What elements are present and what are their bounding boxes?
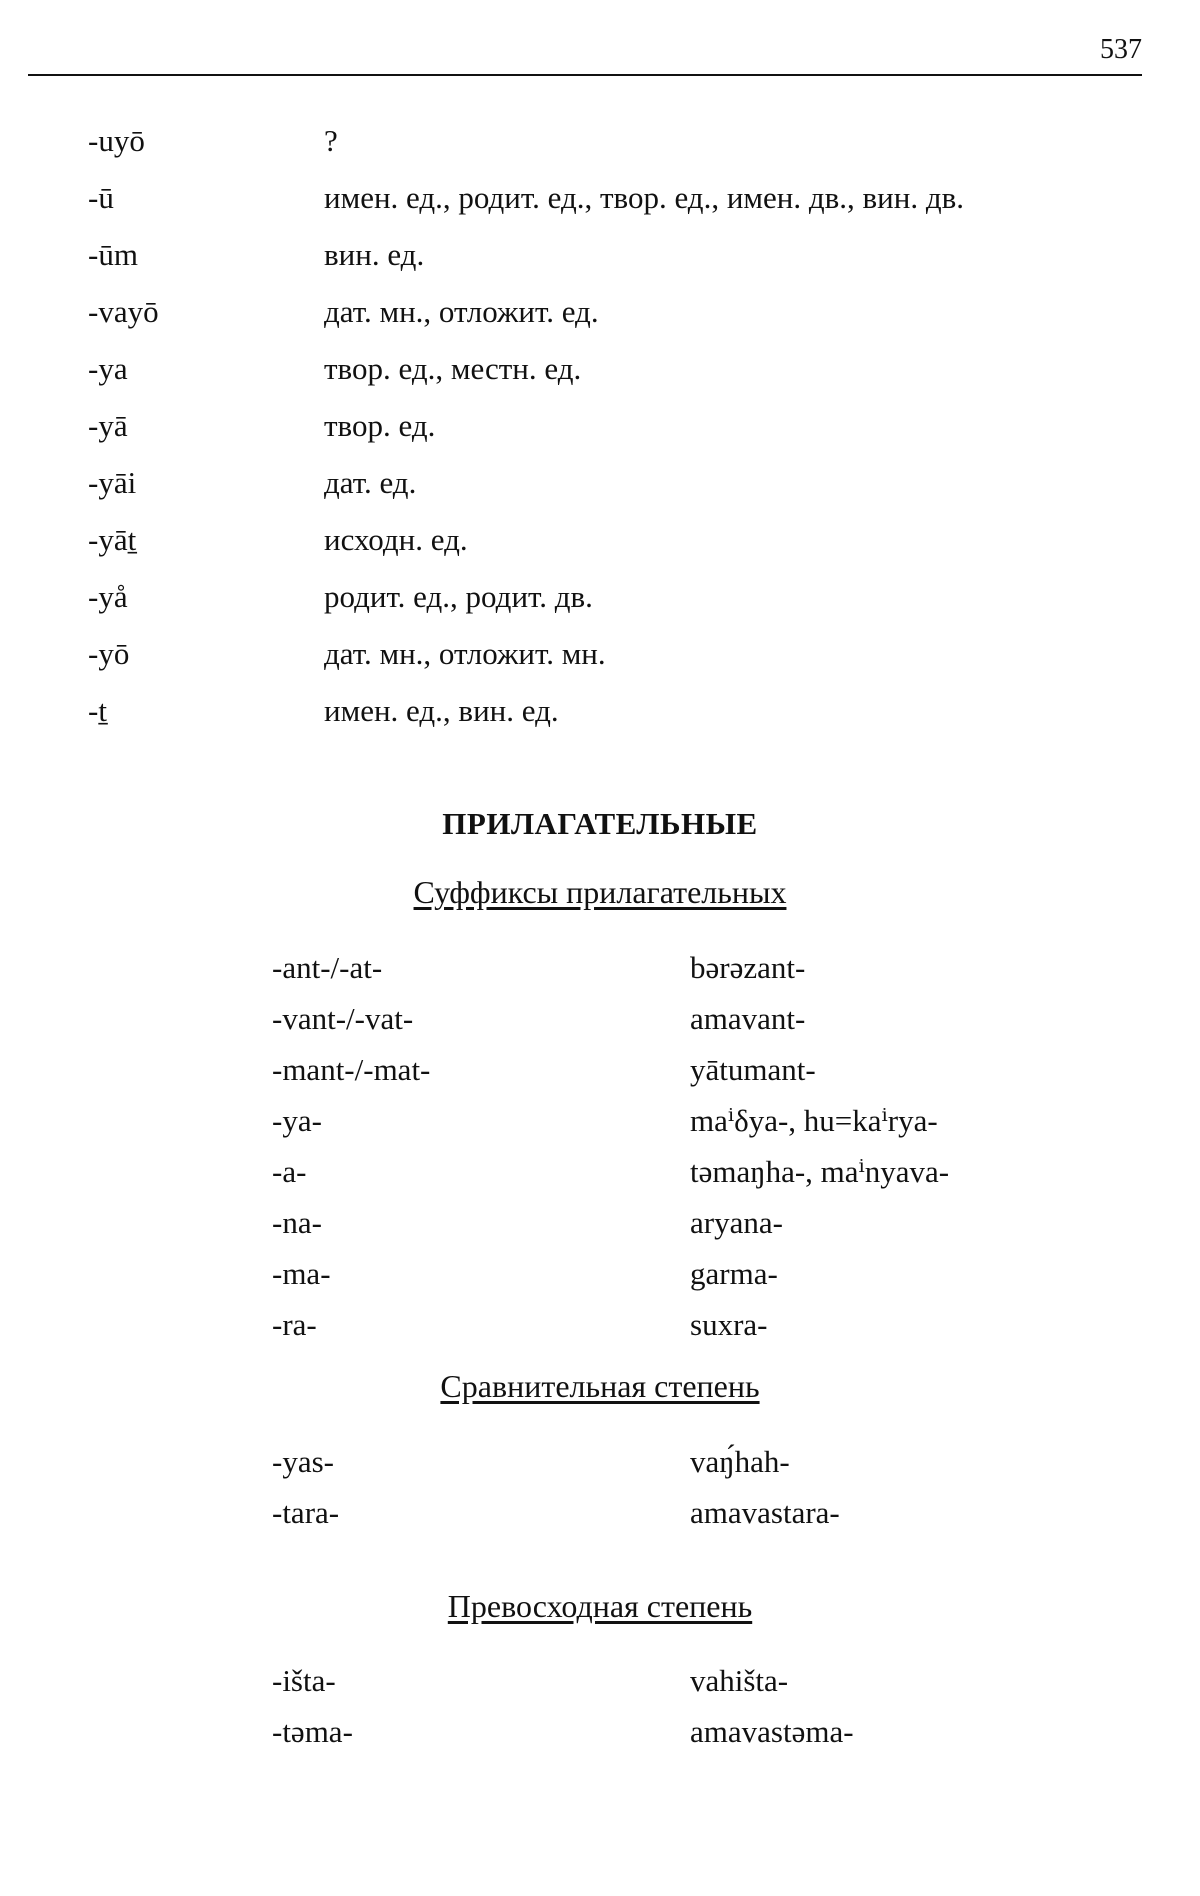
suffix-row <box>272 1299 1072 1350</box>
ending-suffix: -ṯ <box>88 692 107 728</box>
subheading-text: Сравнительная степень <box>440 1368 760 1404</box>
ending-suffix: -uyō <box>88 122 145 158</box>
suffix: -ra- <box>272 1306 317 1342</box>
ending-meaning: дат. мн., отложит. мн. <box>324 635 606 671</box>
example: bərəzant- <box>690 949 806 985</box>
adjective-suffix-list <box>272 942 1072 1350</box>
superlative-list <box>272 1655 1072 1757</box>
ending-row <box>88 112 1128 169</box>
ending-suffix: -ya <box>88 350 128 386</box>
ending-suffix: -yā <box>88 407 128 443</box>
suffix: -yas- <box>272 1443 334 1479</box>
subheading-superlative <box>0 1588 1200 1625</box>
example: maⁱδya-, hu=kaⁱrya- <box>690 1102 938 1138</box>
suffix: -təma- <box>272 1713 353 1749</box>
subheading-text: Превосходная степень <box>447 1588 753 1624</box>
example: yātumant- <box>690 1051 816 1087</box>
ending-suffix: -ū <box>88 179 114 215</box>
example: vaŋ́hah- <box>690 1443 790 1479</box>
ending-row <box>88 283 1128 340</box>
ending-meaning: твор. ед. <box>324 407 436 443</box>
suffix-row <box>272 1436 1072 1487</box>
suffix-row <box>272 1197 1072 1248</box>
ending-meaning: ? <box>324 122 338 158</box>
subheading-text: Суффиксы прилагательных <box>413 874 787 910</box>
suffix: -a- <box>272 1153 307 1189</box>
example: aryana- <box>690 1204 783 1240</box>
suffix-row <box>272 1487 1072 1538</box>
ending-row <box>88 625 1128 682</box>
suffix: -išta- <box>272 1662 336 1698</box>
ending-row <box>88 682 1128 739</box>
ending-meaning: исходн. ед. <box>324 521 468 557</box>
page-number: 537 <box>1100 34 1142 65</box>
ending-meaning: имен. ед., вин. ед. <box>324 692 559 728</box>
suffix: -ma- <box>272 1255 331 1291</box>
suffix: -mant-/-mat- <box>272 1051 431 1087</box>
ending-row <box>88 568 1128 625</box>
suffix-row <box>272 1248 1072 1299</box>
example: garma- <box>690 1255 778 1291</box>
ending-suffix: -yå <box>88 578 128 614</box>
suffix-row <box>272 993 1072 1044</box>
ending-meaning: родит. ед., родит. дв. <box>324 578 593 614</box>
example: amavastəma- <box>690 1713 854 1749</box>
suffix-row <box>272 942 1072 993</box>
suffix-row <box>272 1044 1072 1095</box>
ending-row <box>88 340 1128 397</box>
ending-suffix: -yō <box>88 635 130 671</box>
suffix: -vant-/-vat- <box>272 1000 414 1036</box>
subheading-comparative <box>0 1368 1200 1405</box>
suffix-row <box>272 1095 1072 1146</box>
ending-meaning: дат. ед. <box>324 464 417 500</box>
ending-suffix: -vayō <box>88 293 159 329</box>
ending-row <box>88 454 1128 511</box>
ending-suffix: -yāi <box>88 464 137 500</box>
suffix-row <box>272 1706 1072 1757</box>
example: amavastara- <box>690 1494 840 1530</box>
ending-suffix: -ūm <box>88 236 138 272</box>
suffix-row <box>272 1146 1072 1197</box>
ending-row <box>88 226 1128 283</box>
example: vahišta- <box>690 1662 789 1698</box>
suffix-row <box>272 1655 1072 1706</box>
comparative-list <box>272 1436 1072 1538</box>
ending-meaning: имен. ед., родит. ед., твор. ед., имен. дв., вин. дв. <box>324 179 965 215</box>
ending-row <box>88 511 1128 568</box>
section-title-adjectives: ПРИЛАГАТЕЛЬНЫЕ <box>442 806 758 841</box>
ending-meaning: вин. ед. <box>324 236 425 272</box>
noun-endings-list <box>88 112 1128 739</box>
suffix: -tara- <box>272 1494 340 1530</box>
header-rule <box>28 74 1142 76</box>
suffix: -na- <box>272 1204 322 1240</box>
ending-meaning: дат. мн., отложит. ед. <box>324 293 599 329</box>
ending-suffix: -yāṯ <box>88 521 137 557</box>
ending-row <box>88 169 1128 226</box>
example: suxra- <box>690 1306 768 1342</box>
suffix: -ya- <box>272 1102 322 1138</box>
example: təmaŋha-, maⁱnyava- <box>690 1153 950 1189</box>
ending-meaning: твор. ед., местн. ед. <box>324 350 582 386</box>
subheading-adjective-suffixes <box>0 874 1200 911</box>
suffix: -ant-/-at- <box>272 949 383 985</box>
ending-row <box>88 397 1128 454</box>
example: amavant- <box>690 1000 806 1036</box>
